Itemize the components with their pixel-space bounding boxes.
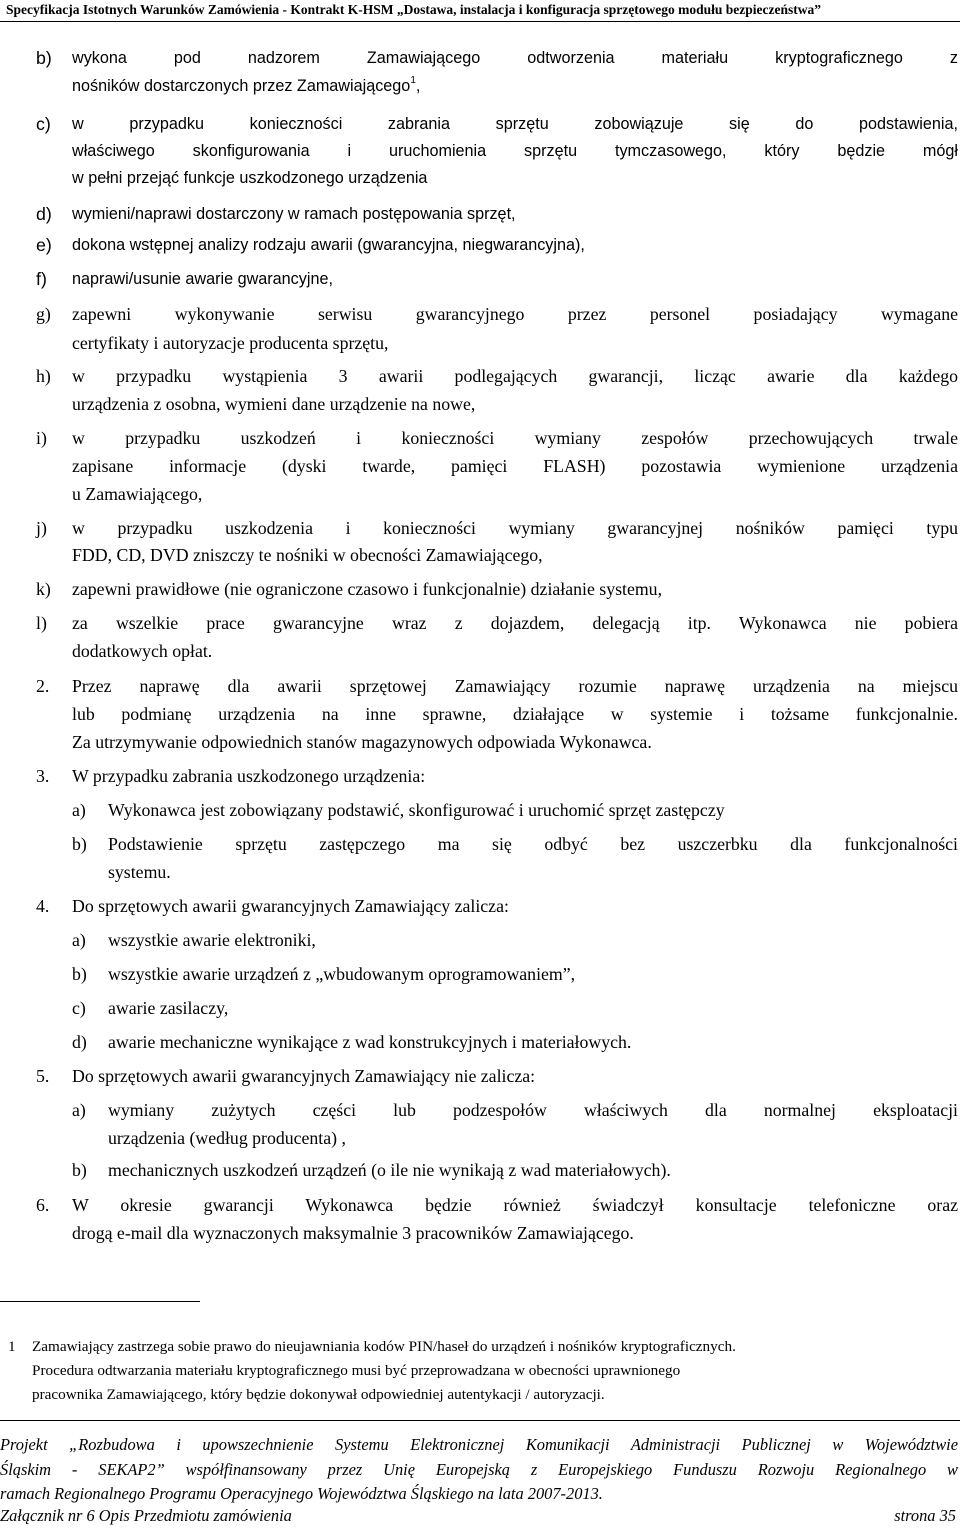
footer-line-3: ramach Regionalnego Programu Operacyjnego Województwa Śląskiego na lata 2007-2013.	[0, 1484, 603, 1503]
item-label: a)	[72, 930, 86, 950]
point-number: 4.	[36, 896, 50, 916]
point-5a-line-2: urządzenia (według producenta) ,	[108, 1128, 346, 1148]
point-4b-line-1: wszystkie awarie urządzeń z „wbudowanym oprogramowaniem”,	[108, 964, 576, 984]
item-j-line-2: FDD, CD, DVD zniszczy te nośniki w obecności Zamawiającego,	[72, 545, 543, 565]
item-d-line-1: wymieni/naprawi dostarczony w ramach postępowania sprzęt,	[72, 205, 516, 223]
item-label: b)	[36, 48, 52, 68]
point-3-line-1: W przypadku zabrania uszkodzonego urządzenia:	[72, 766, 426, 786]
item-h-line-2: urządzenia z osobna, wymieni dane urządzenie na nowe,	[72, 394, 476, 414]
page-number: strona 35	[894, 1506, 956, 1525]
point-number: 2.	[36, 676, 50, 696]
point-number: 6.	[36, 1195, 50, 1215]
point-6-line-1: W okresie gwarancji Wykonawca będzie również świadczył konsultacje telefoniczne oraz	[72, 1195, 958, 1215]
point-3b-line-1: Podstawienie sprzętu zastępczego ma się odbyć bez uszczerbku dla funkcjonalności	[108, 834, 958, 854]
item-label: b)	[72, 834, 87, 854]
point-6-line-2: drogą e-mail dla wyznaczonych maksymalnie 3 pracowników Zamawiającego.	[72, 1223, 634, 1243]
point-2-line-1: Przez naprawę dla awarii sprzętowej Zamawiający rozumie naprawę urządzenia na miejscu	[72, 676, 958, 696]
footer-line-2: Śląskim - SEKAP2” współfinansowany przez Unię Europejską z Europejskiego Funduszu Rozwoju Regionalnego w	[0, 1460, 958, 1479]
point-4-line-1: Do sprzętowych awarii gwarancyjnych Zamawiający zalicza:	[72, 896, 509, 916]
point-2-line-3: Za utrzymywanie odpowiednich stanów magazynowych odpowiada Wykonawca.	[72, 732, 652, 752]
item-i-line-1: w przypadku uszkodzeń i konieczności wymiany zespołów przechowujących trwale	[72, 428, 958, 448]
item-label: e)	[36, 235, 52, 255]
point-4c-line-1: awarie zasilaczy,	[108, 998, 229, 1018]
item-e-line-1: dokona wstępnej analizy rodzaju awarii (gwarancyjna, niegwarancyjna),	[72, 236, 585, 254]
item-l-line-2: dodatkowych opłat.	[72, 641, 213, 661]
item-label: b)	[72, 1160, 87, 1180]
running-header-text: Specyfikacja Istotnych Warunków Zamówienia - Kontrakt K-HSM „Dostawa, instalacja i konfiguracja sprzętowego modułu bezpieczeństwa”	[6, 2, 821, 17]
item-label: a)	[72, 1100, 86, 1120]
point-5b-line-1: mechanicznych uszkodzeń urządzeń (o ile nie wynikają z wad materiałowych).	[108, 1160, 671, 1180]
item-label: h)	[36, 366, 51, 386]
point-number: 5.	[36, 1066, 50, 1086]
item-b-line-1: wykona pod nadzorem Zamawiającego odtworzenia materiału kryptograficznego z	[72, 49, 958, 67]
item-c-line-3: w pełni przejąć funkcje uszkodzonego urządzenia	[72, 169, 428, 187]
item-f-line-1: naprawi/usunie awarie gwarancyjne,	[72, 270, 333, 288]
item-l-line-1: za wszelkie prace gwarancyjne wraz z dojazdem, delegacją itp. Wykonawca nie pobiera	[72, 613, 958, 633]
item-label: b)	[72, 964, 87, 984]
item-g-line-1: zapewni wykonywanie serwisu gwarancyjnego przez personel posiadający wymagane	[72, 304, 958, 324]
item-b-text: nośników dostarczonych przez Zamawiającego	[72, 77, 411, 95]
footnote-line-1: Zamawiający zastrzega sobie prawo do nieujawniania kodów PIN/haseł do urządzeń i nośników kryptograficznych.	[32, 1338, 736, 1355]
item-j-line-1: w przypadku uszkodzenia i konieczności wymiany gwarancyjnej nośników pamięci typu	[72, 518, 958, 538]
item-label: l)	[36, 613, 47, 633]
footer-attachment: Załącznik nr 6 Opis Przedmiotu zamówienia	[0, 1506, 292, 1525]
point-number: 3.	[36, 766, 50, 786]
footnote-line-2: Procedura odtwarzania materiału kryptograficznego musi być przeprowadzana w obecności uprawnionego	[32, 1362, 681, 1379]
point-3b-line-2: systemu.	[108, 862, 171, 882]
footnote-separator	[0, 1301, 200, 1302]
item-label: c)	[36, 114, 51, 134]
footnote-number: 1	[8, 1338, 16, 1355]
item-i-line-3: u Zamawiającego,	[72, 484, 203, 504]
page-footer	[0, 1420, 960, 1421]
point-3a-line-1: Wykonawca jest zobowiązany podstawić, skonfigurować i uruchomić sprzęt zastępczy	[108, 800, 725, 820]
item-label: d)	[36, 204, 52, 224]
item-c-line-2: właściwego skonfigurowania i uruchomienia sprzętu tymczasowego, który będzie mógł	[72, 142, 958, 160]
item-label: j)	[36, 518, 47, 538]
item-i-line-2: zapisane informacje (dyski twarde, pamięci FLASH) pozostawia wymienione urządzenia	[72, 456, 958, 476]
item-label: a)	[72, 800, 86, 820]
running-header	[0, 0, 960, 22]
item-label: i)	[36, 428, 47, 448]
point-2-line-2: lub podmianę urządzenia na inne sprawne, działające w systemie i tożsame funkcjonalnie.	[72, 704, 958, 724]
item-k-line-1: zapewni prawidłowe (nie ograniczone czasowo i funkcjonalnie) działanie systemu,	[72, 579, 663, 599]
item-c-line-1: w przypadku konieczności zabrania sprzętu zobowiązuje się do podstawienia,	[72, 115, 958, 133]
item-g-line-2: certyfikaty i autoryzacje producenta sprzętu,	[72, 333, 389, 353]
item-h-line-1: w przypadku wystąpienia 3 awarii podlegających gwarancji, licząc awarie dla każdego	[72, 366, 958, 386]
point-5-line-1: Do sprzętowych awarii gwarancyjnych Zamawiający nie zalicza:	[72, 1066, 536, 1086]
footnote-ref: 1	[410, 75, 416, 86]
item-label: g)	[36, 304, 51, 324]
item-b-comma: ,	[415, 77, 421, 95]
item-label: c)	[72, 998, 86, 1018]
item-label: k)	[36, 579, 51, 599]
item-label: f)	[36, 269, 47, 289]
footer-line-1: Projekt „Rozbudowa i upowszechnienie Systemu Elektronicznej Komunikacji Administracji Publicznej w Województwie	[0, 1435, 958, 1454]
item-label: d)	[72, 1032, 87, 1052]
footnote-line-3: pracownika Zamawiającego, który będzie dokonywał odpowiedniej autentykacji / autoryzacji.	[32, 1386, 605, 1403]
point-5a-line-1: wymiany zużytych części lub podzespołów właściwych dla normalnej eksploatacji	[108, 1100, 958, 1120]
point-4a-line-1: wszystkie awarie elektroniki,	[108, 930, 316, 950]
item-b-line-2	[72, 76, 420, 96]
point-4d-line-1: awarie mechaniczne wynikające z wad konstrukcyjnych i materiałowych.	[108, 1032, 632, 1052]
